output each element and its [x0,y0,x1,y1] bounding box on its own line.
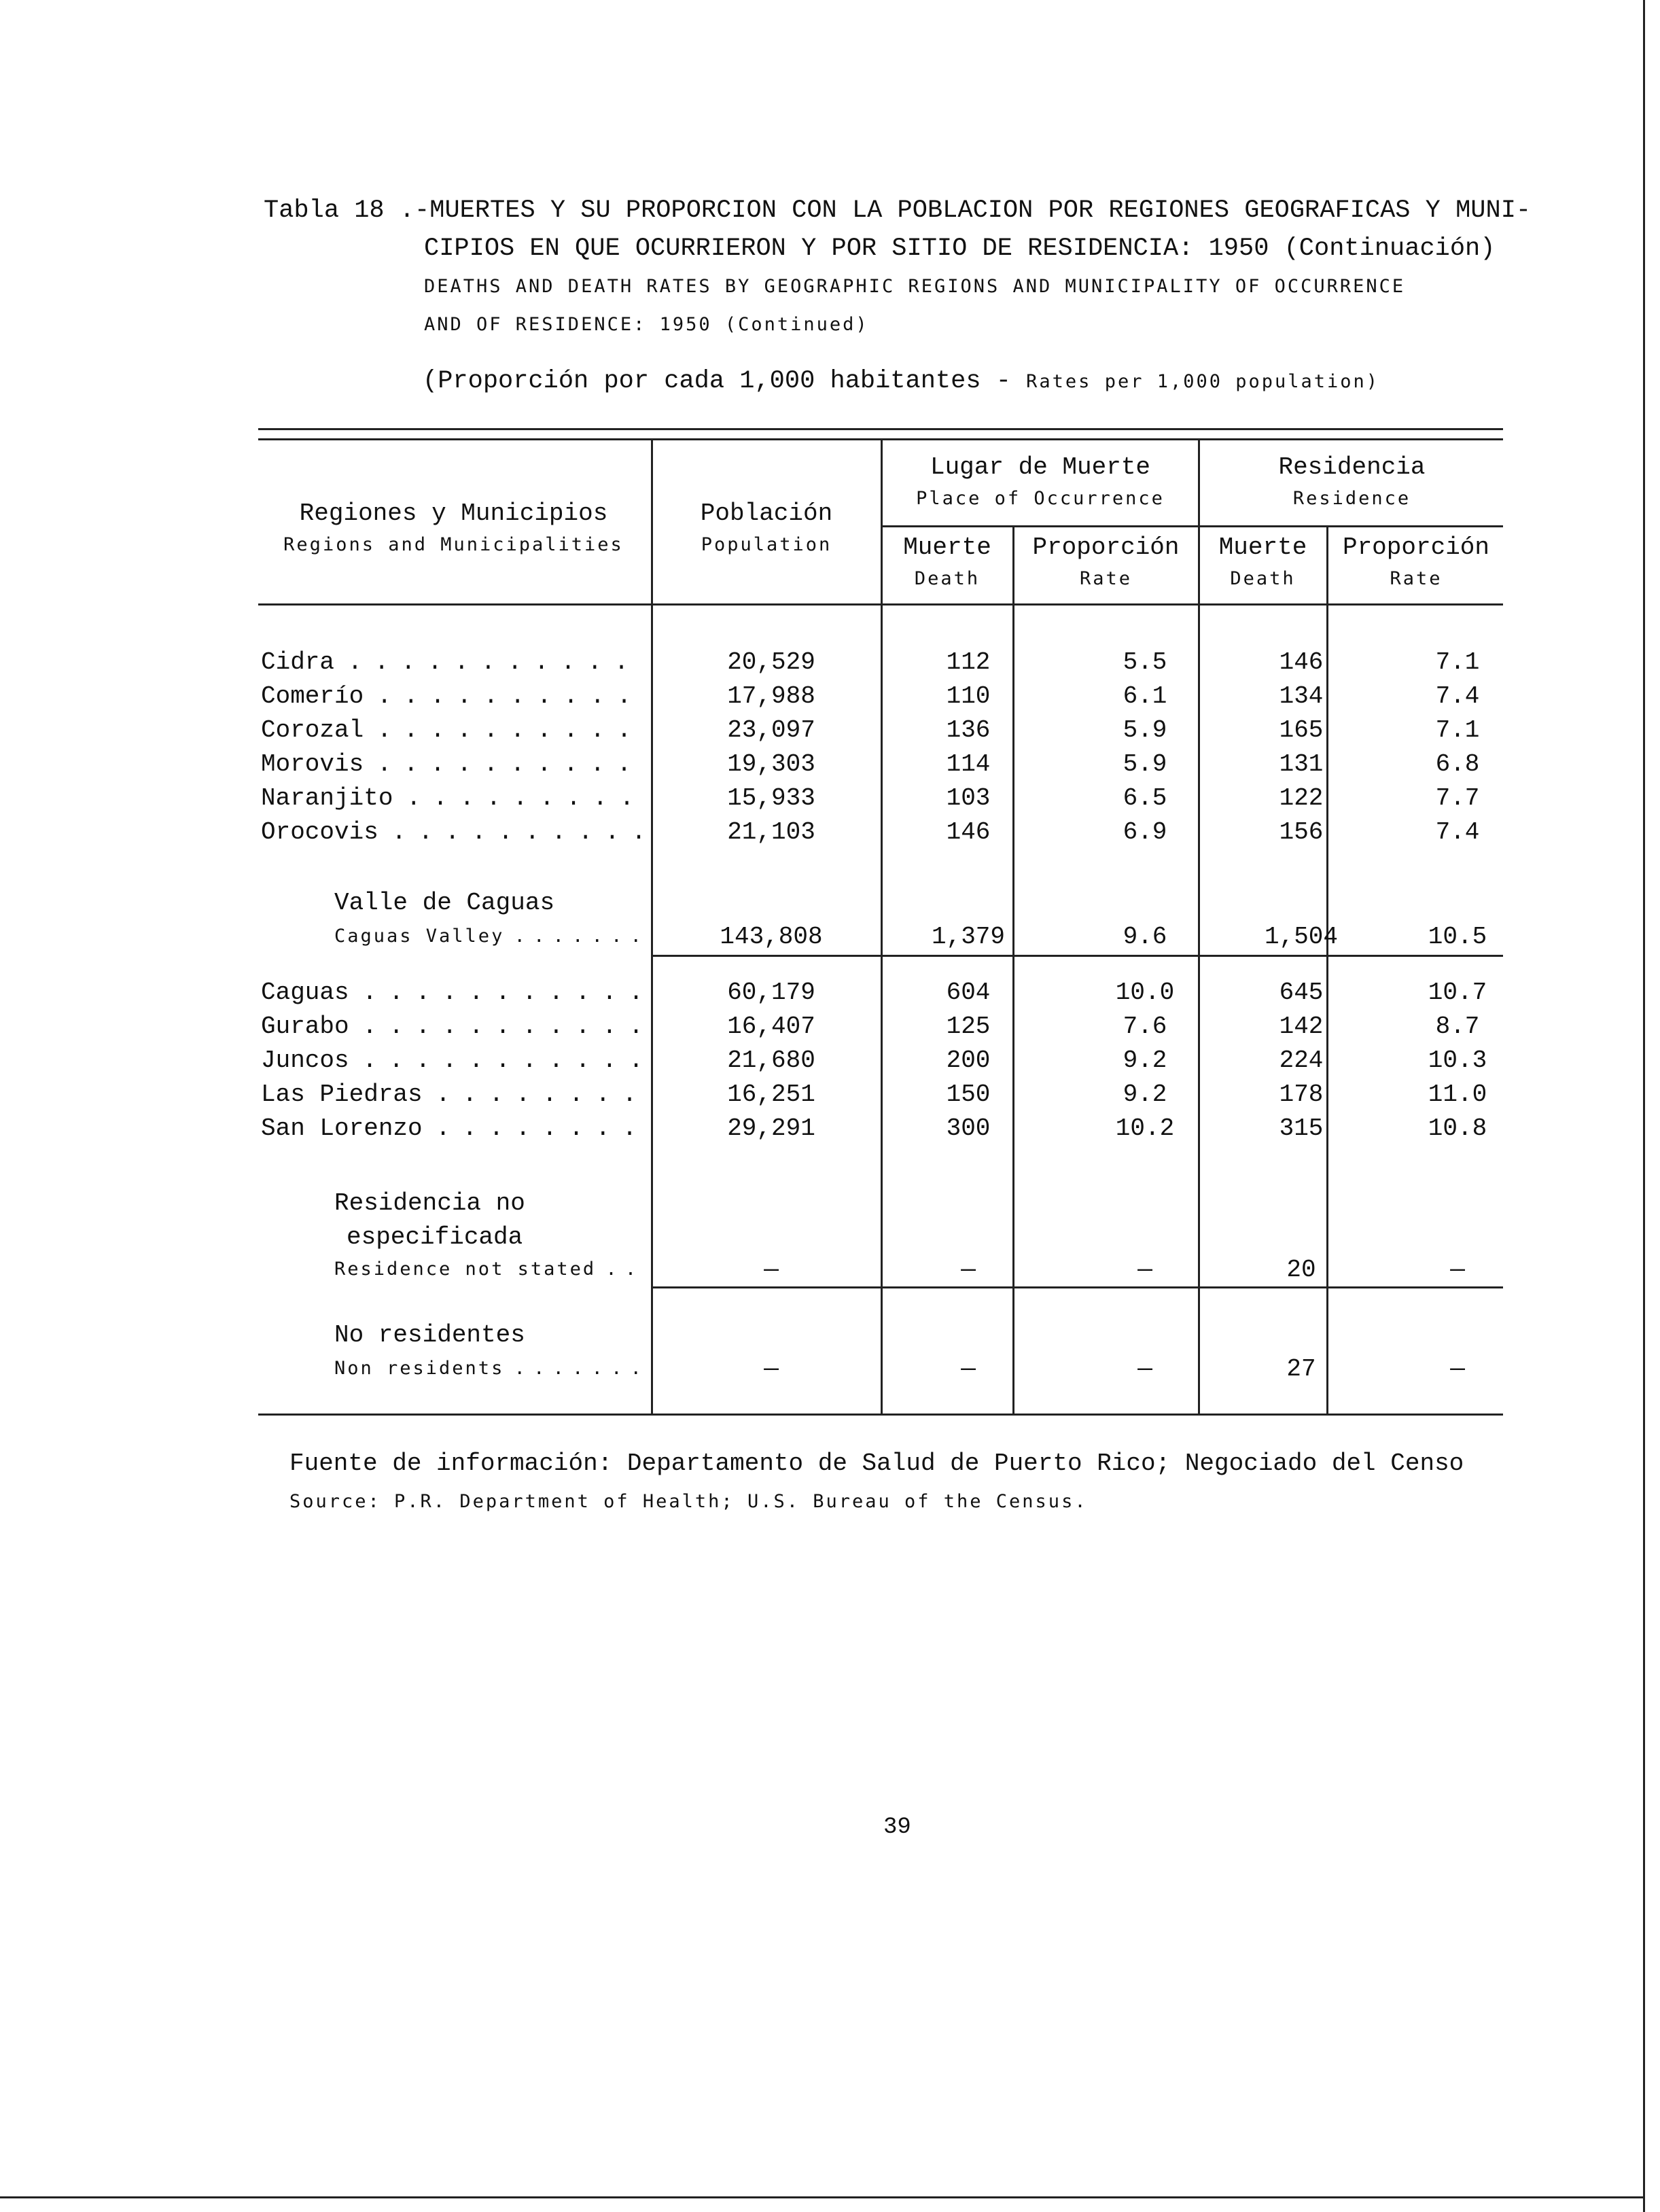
residence-deaths-cell: 142 [1279,1013,1324,1040]
header-mid-rule [881,525,1503,527]
place-rate-cell: — [1137,1355,1152,1383]
municipality-name: Cidra . . . [261,648,641,676]
residence-rate-cell: 7.4 [1435,818,1480,846]
place-rate-cell: 10.2 [1115,1114,1175,1142]
place-rate-cell: 10.0 [1115,979,1175,1006]
place-deaths-cell: 1,379 [931,923,1006,951]
population-cell: — [764,1355,779,1383]
place-rate-cell: 6.1 [1123,682,1167,710]
table-row [258,818,1502,852]
population-cell: 143,808 [720,923,823,951]
population-cell: 21,680 [727,1047,815,1074]
municipality-name: Orocovis . . . [261,818,641,846]
residence-rate-cell: 7.4 [1435,682,1480,710]
not-stated-name-es-1: Residencia no [334,1189,525,1217]
residence-rate-cell: 10.3 [1428,1047,1487,1074]
municipality-name: Comerío . . . [261,682,641,710]
header-rate-es-2: Proporción [1342,533,1490,561]
residence-rate-cell: 8.7 [1435,1013,1480,1040]
header-rate-en-1: Rate [1079,568,1133,589]
page-number: 39 [883,1814,911,1840]
population-cell: 29,291 [727,1114,815,1142]
population-cell: 21,103 [727,818,815,846]
residence-deaths-cell: 122 [1279,784,1324,812]
place-rate-cell: 9.2 [1123,1047,1167,1074]
residence-deaths-cell: 165 [1279,716,1324,744]
header-death-en-1: Death [914,568,981,589]
source-en: Source: P.R. Department of Health; U.S. Bureau of the Census. [289,1491,1088,1512]
residence-deaths-cell: 131 [1279,750,1324,778]
non-residents-row [258,1355,1502,1389]
region-total-row [258,923,1502,957]
place-deaths-cell: 200 [946,1047,991,1074]
population-cell: 23,097 [727,716,815,744]
place-deaths-cell: 150 [946,1081,991,1108]
region-name-es: Valle de Caguas [334,889,555,917]
place-deaths-cell: 103 [946,784,991,812]
residence-deaths-cell: 178 [1279,1081,1324,1108]
source-note [289,1445,1464,1521]
header-regions-es: Regiones y Municipios [299,499,608,527]
header-regions [258,497,649,560]
residence-deaths-cell: 156 [1279,818,1324,846]
table-row [258,682,1502,716]
residence-deaths-cell: 645 [1279,979,1324,1006]
rates-note-en: Rates per 1,000 population) [1026,371,1380,392]
header-death-es-1: Muerte [903,533,991,561]
header-place-en: Place of Occurrence [916,488,1165,509]
municipality-name: Corozal . . . [261,716,641,744]
header-death-en-2: Death [1230,568,1296,589]
place-rate-cell: 6.5 [1123,784,1167,812]
place-deaths-cell: 604 [946,979,991,1006]
residence-deaths-cell: 146 [1279,648,1324,676]
page-edge-right [1643,0,1645,2212]
not-stated-name-en: Residence not stated . . . [334,1259,640,1280]
place-rate-cell: 6.9 [1123,818,1167,846]
title-line-4: AND OF RESIDENCE: 1950 (Continued) [424,314,869,335]
header-regions-en: Regions and Municipalities [283,534,624,555]
population-cell: 19,303 [727,750,815,778]
population-cell: 16,407 [727,1013,815,1040]
header-population [654,497,879,560]
place-rate-cell: 9.2 [1123,1081,1167,1108]
place-deaths-cell: 114 [946,750,991,778]
place-deaths-cell: 300 [946,1114,991,1142]
table-row [258,784,1502,818]
municipality-name: Juncos . . . [261,1047,641,1074]
non-residents-name-en: Non residents . . . [334,1358,640,1379]
residence-deaths-cell: 27 [1286,1355,1316,1383]
header-rate-en-2: Rate [1390,568,1443,589]
place-rate-cell: 9.6 [1123,923,1167,951]
not-stated-row [258,1256,1502,1290]
header-residence [1201,451,1503,514]
residence-rate-cell: 10.7 [1428,979,1487,1006]
not-stated-name-es-2: especificada [347,1223,523,1251]
rates-note-es: (Proporción por cada 1,000 habitantes - [423,367,1027,396]
header-place-es: Lugar de Muerte [930,453,1151,481]
title-line-2: CIPIOS EN QUE OCURRIERON Y POR SITIO DE RESIDENCIA: 1950 (Continuación) [424,234,1496,263]
residence-deaths-cell: 20 [1286,1256,1316,1284]
municipality-name: Naranjito . . . [261,784,641,812]
header-rate-es-1: Proporción [1032,533,1180,561]
population-cell: 16,251 [727,1081,815,1108]
header-population-en: Population [701,534,832,555]
header-population-es: Población [700,499,833,527]
residence-rate-cell: 6.8 [1435,750,1480,778]
residence-rate-cell: 10.5 [1428,923,1487,951]
table-row [258,716,1502,750]
table-row [258,1114,1502,1148]
rates-note [423,367,1379,396]
header-place-rate [1015,531,1197,594]
table-row [258,1013,1502,1047]
source-es: Fuente de información: Departamento de Salud de Puerto Rico; Negociado del Censo [289,1450,1464,1477]
place-deaths-cell: 136 [946,716,991,744]
residence-deaths-cell: 315 [1279,1114,1324,1142]
title-line-3: DEATHS AND DEATH RATES BY GEOGRAPHIC REGIONS AND MUNICIPALITY OF OCCURRENCE [424,276,1406,297]
header-death-es-2: Muerte [1218,533,1307,561]
population-cell: — [764,1256,779,1284]
table-row [258,1081,1502,1114]
table-top-rule-1 [258,428,1503,430]
residence-rate-cell: — [1450,1355,1465,1383]
table-row [258,1047,1502,1081]
header-place-of-occurrence [883,451,1197,514]
place-rate-cell: — [1137,1256,1152,1284]
region-name-en: Caguas Valley . . . [334,926,640,947]
table-row [258,750,1502,784]
header-residence-deaths [1201,531,1325,594]
residence-rate-cell: 11.0 [1428,1081,1487,1108]
place-deaths-cell: 112 [946,648,991,676]
residence-rate-cell: 7.1 [1435,648,1480,676]
residence-deaths-cell: 224 [1279,1047,1324,1074]
residence-deaths-cell: 1,504 [1264,923,1339,951]
non-residents-name-es: No residentes [334,1321,525,1349]
header-place-deaths [883,531,1011,594]
population-cell: 60,179 [727,979,815,1006]
residence-rate-cell: 10.8 [1428,1114,1487,1142]
place-rate-cell: 5.9 [1123,750,1167,778]
table-title [264,192,1595,344]
municipality-name: Las Piedras . . . [261,1081,641,1108]
title-line-1: Tabla 18 .-MUERTES Y SU PROPORCION CON LA POBLACION POR REGIONES GEOGRAFICAS Y MUNI- [264,196,1532,225]
place-deaths-cell: 125 [946,1013,991,1040]
place-deaths-cell: 110 [946,682,991,710]
page-edge-bottom [0,2196,1644,2198]
table-row [258,979,1502,1013]
header-residence-rate [1329,531,1503,594]
municipality-name: Gurabo . . . [261,1013,641,1040]
population-cell: 15,933 [727,784,815,812]
table-row [258,648,1502,682]
header-residence-en: Residence [1292,488,1411,509]
municipality-name: San Lorenzo . . . [261,1114,641,1142]
residence-deaths-cell: 134 [1279,682,1324,710]
population-cell: 17,988 [727,682,815,710]
population-cell: 20,529 [727,648,815,676]
place-deaths-cell: — [961,1256,976,1284]
residence-rate-cell: — [1450,1256,1465,1284]
place-rate-cell: 7.6 [1123,1013,1167,1040]
place-rate-cell: 5.9 [1123,716,1167,744]
place-rate-cell: 5.5 [1123,648,1167,676]
place-deaths-cell: 146 [946,818,991,846]
municipality-name: Morovis . . . [261,750,641,778]
residence-rate-cell: 7.1 [1435,716,1480,744]
residence-rate-cell: 7.7 [1435,784,1480,812]
municipality-name: Caguas . . . [261,979,641,1006]
header-residence-es: Residencia [1278,453,1426,481]
place-deaths-cell: — [961,1355,976,1383]
